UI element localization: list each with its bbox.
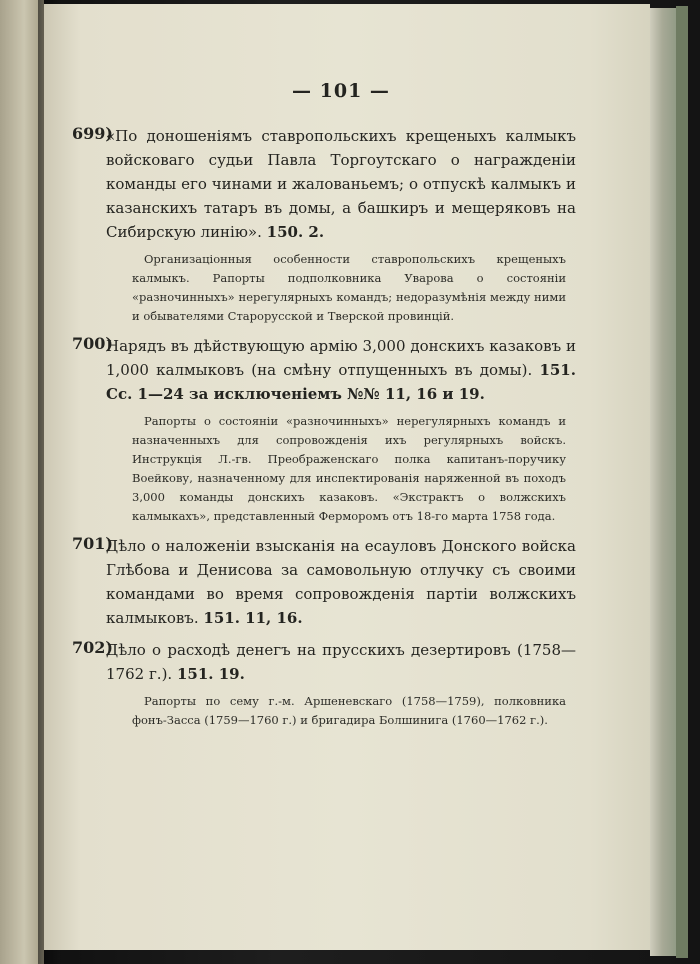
entry-note: Рапорты по сему г.-м. Аршеневскаго (1758—1759), полковника фонъ-Засса (1759—1760 г.) и бригадира Болшинига (1760—1762 г.). <box>132 694 566 727</box>
entry-title <box>106 124 576 244</box>
entry-reference: 151. Сс. 1—24 за исключеніемъ №№ 11, 16 и 19. <box>106 361 576 403</box>
entry-700 <box>72 334 576 526</box>
page-edges <box>650 8 678 956</box>
entry-699 <box>72 124 576 326</box>
entry-702 <box>72 638 576 730</box>
page-number: — 101 — <box>292 80 390 102</box>
entry-number: 701) <box>72 534 113 553</box>
entry-title <box>106 334 576 406</box>
entry-title <box>106 534 576 630</box>
entry-title-text: Дѣло о расходѣ денегъ на прусскихъ дезертировъ (1758—1762 г.). <box>106 641 576 683</box>
entry-reference: 151. 19. <box>176 665 245 683</box>
entry-note: Рапорты о состояніи «разночинныхъ» нерегулярныхъ командъ и назначенныхъ для сопровожденія ихъ регулярныхъ войскъ. Инструкція Л.-гв. Преображенскаго полка капитанъ-поручику Воейкову, назначенному для инспектированія наряженной въ походъ 3,000 команды донскихъ казаковъ. «Экстрактъ о волжскихъ калмыкахъ», представленный Ферморомъ отъ 18-го марта 1758 года. <box>132 414 566 523</box>
entry-number: 702) <box>72 638 113 657</box>
entry-reference: 150. 2. <box>266 223 325 241</box>
entry-list <box>72 124 576 738</box>
entry-note: Организаціонныя особенности ставропольскихъ крещеныхъ калмыкъ. Рапорты подполковника Уварова о состояніи «разночинныхъ» нерегулярныхъ командъ; недоразумѣнія между ними и обывателями Старорусской и Тверской провинцій. <box>132 252 566 323</box>
book-cover-edge <box>676 6 688 958</box>
entry-title-text: Дѣло о наложеніи взысканія на есауловъ Донского войска Глѣбова и Денисова за самовольную отлучку съ своими командами во время сопровожденія партіи волжскихъ калмыковъ. <box>106 537 576 627</box>
book-page <box>44 4 650 950</box>
entry-title-text: «По донoшeніямъ ставропольскихъ крещеныхъ калмыкъ войсковаго судьи Павла Торгоутскаго о награжденіи команды его чинами и жалованьемъ; о отпускѣ калмыкъ и казанскихъ татаръ въ домы, а башкиръ и мещеряковъ на Сибирскую линію». <box>106 127 576 241</box>
entry-number: 700) <box>72 334 113 353</box>
entry-title <box>106 638 576 686</box>
entry-reference: 151. 11, 16. <box>203 609 303 627</box>
entry-number: 699) <box>72 124 113 143</box>
entry-701 <box>72 534 576 630</box>
entry-title-text: Нарядъ въ дѣйствующую армію 3,000 донскихъ казаковъ и 1,000 калмыковъ (на смѣну отпущенныхъ въ домы). <box>106 337 576 379</box>
